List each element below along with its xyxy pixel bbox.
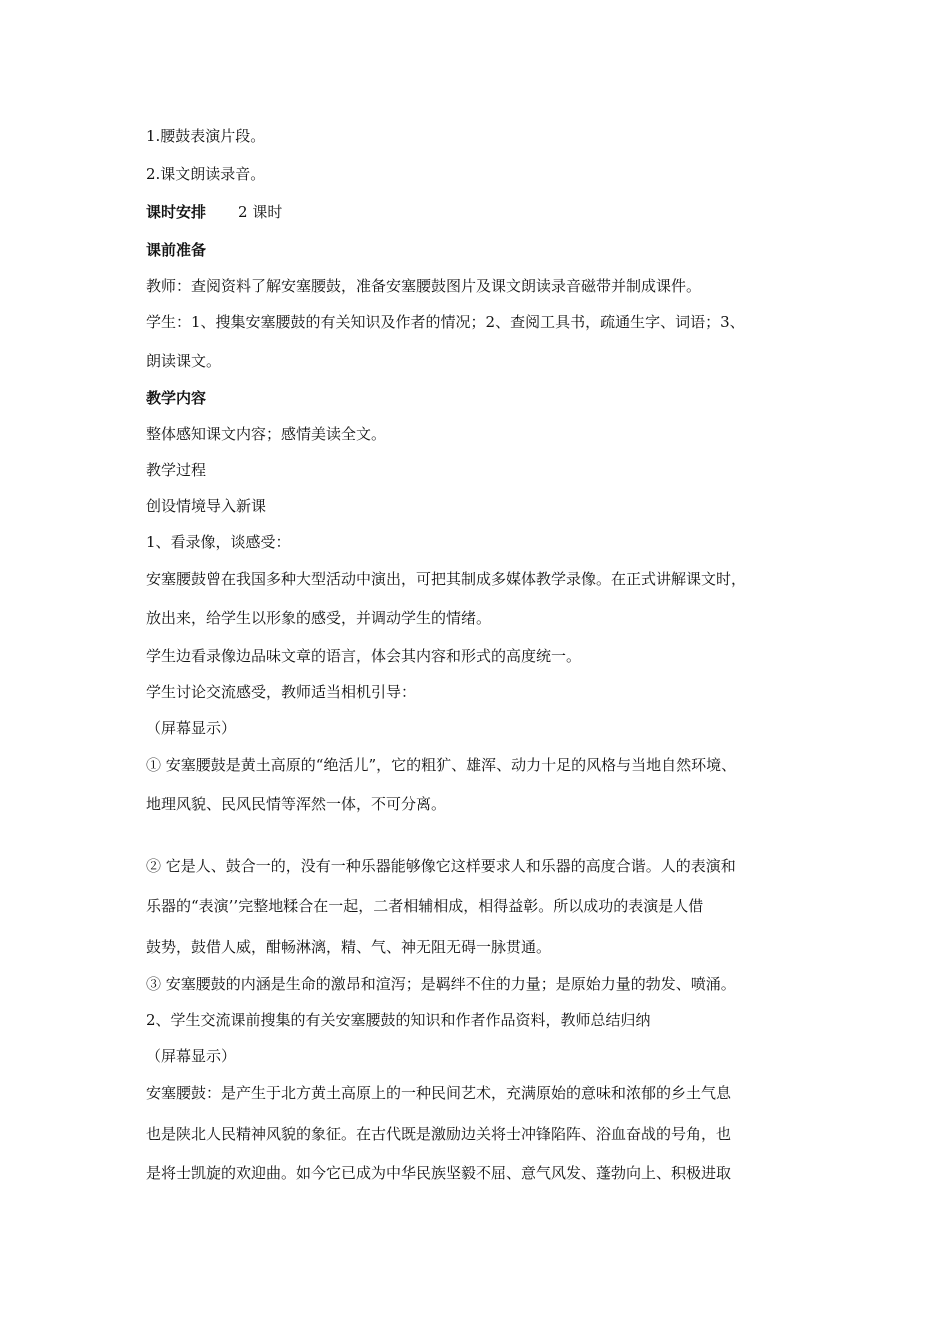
schedule-value: 2 课时	[238, 203, 283, 221]
material-item-1: 1.腰鼓表演片段。	[146, 127, 266, 145]
screen-display-label: （屏幕显示）	[146, 719, 237, 737]
point-1: ① 安塞腰鼓是黄土高原的“绝活儿”，它的粗犷、雄浑、动力十足的风格与当地自然环境、	[146, 756, 737, 774]
content-heading: 教学内容	[146, 389, 207, 407]
student-preparation: 学生：1、搜集安塞腰鼓的有关知识及作者的情况；2、查阅工具书，疏通生字、词语；3、	[146, 313, 745, 331]
screen-display-label: （屏幕显示）	[146, 1047, 237, 1065]
paragraph-line: 安塞腰鼓曾在我国多种大型活动中演出，可把其制成多媒体教学录像。在正式讲解课文时，	[146, 570, 747, 588]
step-1-heading: 1、看录像，谈感受：	[146, 533, 291, 551]
paragraph-line: 安塞腰鼓：是产生于北方黄土高原上的一种民间艺术，充满原始的意味和浓郁的乡土气息	[146, 1084, 732, 1102]
point-3: ③ 安塞腰鼓的内涵是生命的激昂和渲泻；是羁绊不住的力量；是原始力量的勃发、喷涌。	[146, 975, 736, 993]
schedule-heading: 课时安排	[146, 203, 207, 221]
process-heading: 教学过程	[146, 461, 207, 479]
paragraph-line: 是将士凯旋的欢迎曲。如今它已成为中华民族坚毅不屈、意气风发、蓬勃向上、积极进取	[146, 1164, 732, 1182]
paragraph-line: 学生边看录像边品味文章的语言，体会其内容和形式的高度统一。	[146, 647, 582, 665]
teacher-preparation: 教师：查阅资料了解安塞腰鼓，准备安塞腰鼓图片及课文朗读录音磁带并制成课件。	[146, 277, 702, 295]
schedule-row	[146, 202, 282, 222]
intro-heading: 创设情境导入新课	[146, 497, 267, 515]
paragraph-line: 也是陕北人民精神风貌的象征。在古代既是激励边关将士冲锋陷阵、浴血奋战的号角，也	[146, 1125, 732, 1143]
student-preparation-cont: 朗读课文。	[146, 352, 222, 370]
preparation-heading: 课前准备	[146, 241, 207, 259]
point-2: ② 它是人、鼓合一的，没有一种乐器能够像它这样要求人和乐器的高度合谐。人的表演和	[146, 857, 736, 875]
point-2-cont: 乐器的“表演’’完整地糅合在一起，二者相辅相成，相得益彰。所以成功的表演是人借	[146, 897, 704, 915]
paragraph-line: 学生讨论交流感受，教师适当相机引导：	[146, 683, 417, 701]
content-text: 整体感知课文内容；感情美读全文。	[146, 425, 387, 443]
point-2-cont: 鼓势，鼓借人威，酣畅淋漓，精、气、神无阻无碍一脉贯通。	[146, 938, 552, 956]
paragraph-line: 放出来，给学生以形象的感受，并调动学生的情绪。	[146, 609, 492, 627]
point-1-cont: 地理风貌、民风民情等浑然一体，不可分离。	[146, 795, 447, 813]
step-2-heading: 2、学生交流课前搜集的有关安塞腰鼓的知识和作者作品资料，教师总结归纳	[146, 1011, 651, 1029]
material-item-2: 2.课文朗读录音。	[146, 165, 266, 183]
